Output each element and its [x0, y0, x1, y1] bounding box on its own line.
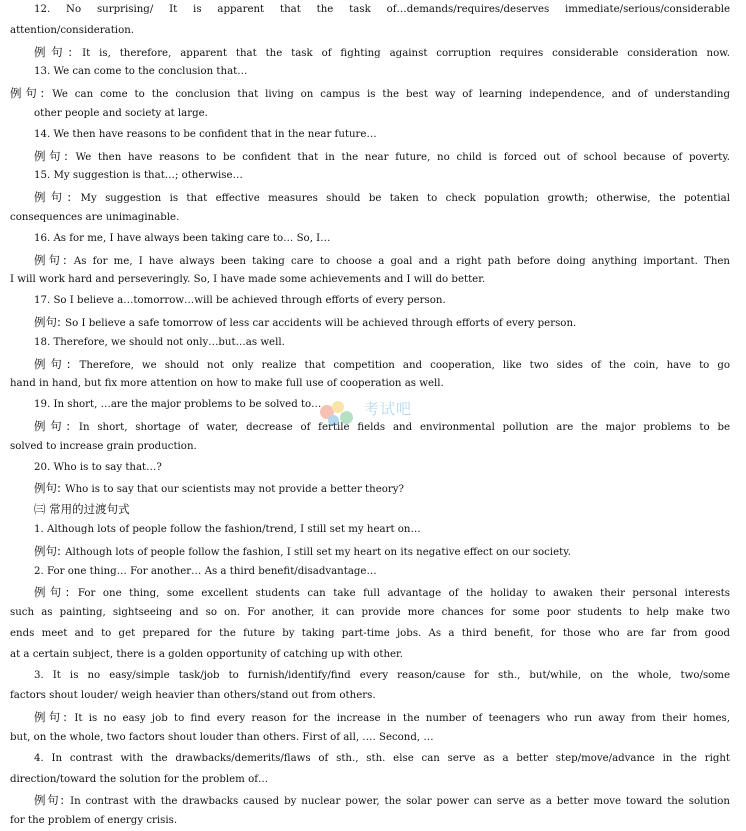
pattern-text: factors shout louder/ weigh heavier than others/stand out from others.: [10, 690, 376, 702]
text-line: [10, 83, 730, 103]
text-line: [10, 437, 730, 457]
pattern-text: ㈢ 常用的过渡句式: [34, 502, 130, 517]
example-sentence: As for me, I have always been taking care to choose a goal and a right path before doing anything important. Then: [67, 255, 730, 267]
pattern-text: for the problem of energy crisis.: [10, 815, 178, 827]
pattern-text: 13. We can come to the conclusion that…: [34, 66, 248, 78]
example-sentence: So I believe a safe tomorrow of less car accidents will be achieved through efforts of every person.: [61, 318, 577, 329]
pattern-text: ends meet and to get prepared for the future by taking part-time jobs. As a third benefit, for those who are far from good: [10, 628, 730, 639]
example-label: 例句:: [34, 315, 61, 329]
text-line: [34, 520, 730, 540]
example-sentence: Who is to say that our scientists may not provide a better theory?: [61, 484, 404, 496]
text-line: [10, 270, 730, 290]
text-line: [10, 21, 730, 41]
text-line: [34, 790, 730, 810]
example-label: 例句:: [34, 793, 65, 808]
pattern-text: 15. My suggestion is that…; otherwise…: [34, 170, 243, 182]
pattern-text: 14. We then have reasons to be confident that in the near future…: [34, 128, 377, 140]
pattern-text: 12. No surprising/ It is apparent that the task of…demands/requires/deserves immediate/serious/considerable: [34, 4, 730, 15]
text-line: [34, 62, 730, 82]
text-line: [34, 458, 730, 478]
example-sentence: We can come to the conclusion that living on campus is the best way of learning independence, and of understanding: [45, 89, 730, 101]
text-line: [34, 562, 730, 582]
pattern-text: other people and society at large.: [34, 108, 208, 119]
pattern-text: I will work hard and perseveringly. So, I have made some achievements and I will do better.: [10, 274, 486, 286]
text-line: [34, 250, 730, 270]
example-sentence: It is, therefore, apparent that the task of fighting against corruption requires considerable consideration now.: [73, 47, 730, 59]
pattern-text: 3. It is no easy/simple task/job to furnish/identify/find every reason/cause for sth., but/while, on the whole, two/some: [34, 669, 730, 681]
text-line: [10, 208, 730, 228]
pattern-text: 1. Although lots of people follow the fashion/trend, I still set my heart on…: [34, 524, 421, 535]
text-line: [10, 645, 730, 665]
text-line: [10, 686, 730, 706]
example-sentence: Therefore, we should not only realize that competition and cooperation, like two sides of the coin, have to go: [71, 359, 730, 371]
text-line: [10, 770, 730, 790]
pattern-text: direction/toward the solution for the problem of…: [10, 773, 269, 785]
pattern-text: 18. Therefore, we should not only…but…as well.: [34, 336, 285, 348]
text-line: [34, 478, 730, 498]
text-line: [34, 582, 730, 602]
text-line: [34, 166, 730, 186]
text-line: [34, 416, 730, 436]
pattern-text: but, on the whole, two factors shout louder than others. First of all, …. Second, …: [10, 732, 434, 743]
pattern-text: attention/consideration.: [10, 24, 134, 36]
example-label: 例句:: [34, 148, 68, 163]
text-line: [34, 0, 730, 20]
text-line: [34, 42, 730, 62]
example-sentence: Although lots of people follow the fashion, I still set my heart on its negative effect on our society.: [61, 546, 571, 558]
text-line: [34, 333, 730, 353]
pattern-text: 2. For one thing… For another… As a third benefit/disadvantage…: [34, 565, 377, 577]
example-sentence: We then have reasons to be confident that in the near future, no child is forced out of school because of poverty.: [68, 151, 730, 163]
example-label: 例句:: [34, 356, 71, 371]
text-line: [34, 749, 730, 769]
pattern-text: hand in hand, but fix more attention on how to make full use of cooperation as well.: [10, 378, 444, 390]
text-line: [34, 707, 730, 727]
text-line: [34, 146, 730, 166]
example-label: 例句:: [34, 252, 67, 267]
example-label: 例句:: [34, 190, 72, 205]
text-line: [10, 374, 730, 394]
text-line: [34, 229, 730, 249]
example-sentence: In contrast with the drawbacks caused by nuclear power, the solar power can serve as a better move toward the solution: [65, 796, 730, 808]
pattern-text: 17. So I believe a…tomorrow…will be achieved through efforts of every person.: [34, 295, 446, 307]
text-line: [34, 666, 730, 686]
text-line: [34, 312, 730, 332]
pattern-text: at a certain subject, there is a golden opportunity of catching up with other.: [10, 648, 404, 660]
example-label: 例句:: [34, 585, 70, 600]
example-label: 例句:: [34, 543, 61, 558]
example-label: 例句:: [34, 419, 71, 433]
text-line: [10, 603, 730, 623]
watermark-text: 考试吧: [364, 400, 413, 418]
text-line: [10, 624, 730, 644]
example-label: 例句:: [34, 710, 68, 725]
text-line: [34, 499, 730, 519]
example-label: 例句:: [10, 86, 45, 101]
pattern-text: 19. In short, …are the major problems to be solved to…: [34, 399, 322, 411]
pattern-text: solved to increase grain production.: [10, 440, 197, 452]
example-sentence: For one thing, some excellent students can take full advantage of the holiday to awaken their personal interests: [70, 588, 730, 600]
pattern-text: 4. In contrast with the drawbacks/demerits/flaws of sth., sth. else can serve as a better step/move/advance in the right: [34, 752, 730, 764]
text-line: [34, 541, 730, 561]
text-line: [34, 291, 730, 311]
example-sentence: It is no easy job to find every reason for the increase in the number of teenagers who run away from their homes,: [68, 713, 730, 725]
example-label: 例句:: [34, 481, 61, 496]
pattern-text: 20. Who is to say that…?: [34, 461, 162, 473]
text-line: [34, 104, 730, 124]
example-sentence: In short, shortage of water, decrease of fertile fields and environmental pollution are the major problems to be: [71, 422, 730, 433]
text-line: [34, 354, 730, 374]
text-line: [10, 728, 730, 748]
pattern-text: such as painting, sightseeing and so on. For another, it can provide more chances for some poor students to help make two: [10, 607, 730, 619]
example-label: 例句:: [34, 44, 73, 59]
text-line: [10, 811, 730, 831]
text-line: [34, 395, 730, 415]
pattern-text: consequences are unimaginable.: [10, 212, 180, 223]
text-line: [34, 187, 730, 207]
example-sentence: My suggestion is that effective measures should be taken to check population growth; otherwise, the potential: [72, 193, 730, 205]
pattern-text: 16. As for me, I have always been taking care to… So, I…: [34, 232, 331, 244]
text-line: [34, 125, 730, 145]
